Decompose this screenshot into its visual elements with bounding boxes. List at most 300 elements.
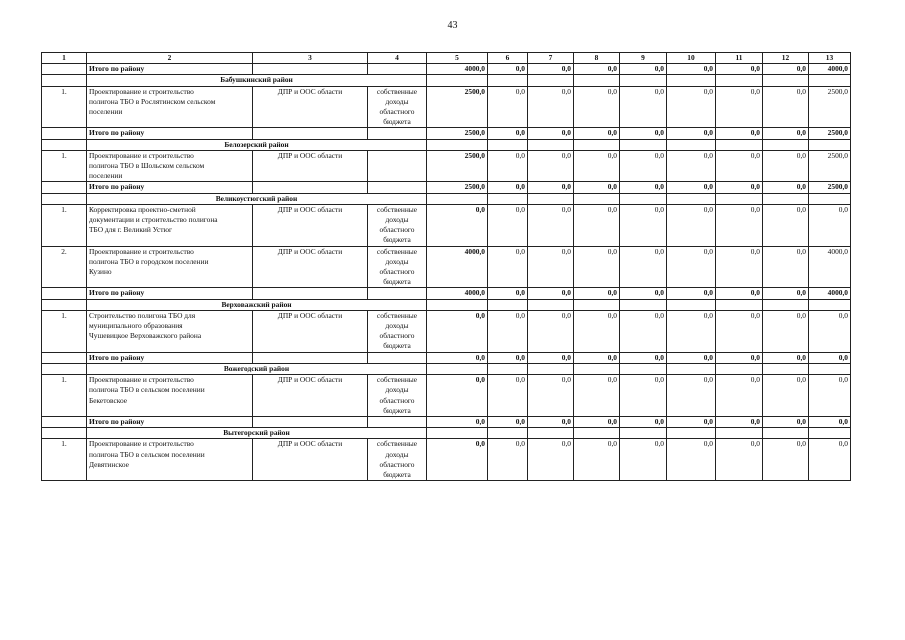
funding-source-line: доходы xyxy=(385,215,409,225)
district-name: Белозерский район xyxy=(87,139,427,150)
funding-source-line: бюджета xyxy=(383,117,411,127)
value-cell xyxy=(427,363,488,374)
total-value: 0,0 xyxy=(716,128,763,139)
value-cell: 0,0 xyxy=(528,375,574,417)
funding-source-line: бюджета xyxy=(383,277,411,287)
funding-source-line: доходы xyxy=(385,96,409,106)
total-value: 0,0 xyxy=(620,182,667,193)
value-cell: 0,0 xyxy=(716,246,763,288)
executor: ДПР и ООС области xyxy=(253,246,368,288)
value-cell: 0,0 xyxy=(574,246,620,288)
executor-cell xyxy=(253,128,368,139)
value-cell: 0,0 xyxy=(716,204,763,246)
value-cell: 0,0 xyxy=(763,86,809,128)
total-value: 0,0 xyxy=(488,64,528,75)
executor: ДПР и ООС области xyxy=(253,86,368,128)
value-cell: 0,0 xyxy=(620,86,667,128)
value-cell xyxy=(620,428,667,439)
item-description xyxy=(87,439,253,481)
value-cell xyxy=(620,363,667,374)
item-description xyxy=(87,86,253,128)
row-number-cell xyxy=(42,288,87,299)
district-name: Вожегодский район xyxy=(87,363,427,374)
value-cell xyxy=(716,428,763,439)
executor-cell xyxy=(253,64,368,75)
value-cell: 0,0 xyxy=(488,204,528,246)
value-cell xyxy=(574,75,620,86)
value-cell: 0,0 xyxy=(763,310,809,352)
total-value: 0,0 xyxy=(763,128,809,139)
value-cell: 0,0 xyxy=(620,439,667,481)
value-cell xyxy=(574,428,620,439)
value-cell xyxy=(809,75,851,86)
total-value: 0,0 xyxy=(488,182,528,193)
total-value: 0,0 xyxy=(488,352,528,363)
total-row xyxy=(42,182,851,193)
source-cell xyxy=(368,64,427,75)
total-value: 0,0 xyxy=(667,182,716,193)
value-cell: 0,0 xyxy=(488,246,528,288)
district-row xyxy=(42,428,851,439)
value-cell: 0,0 xyxy=(574,86,620,128)
value-cell xyxy=(488,363,528,374)
value-cell xyxy=(620,139,667,150)
value-cell xyxy=(427,193,488,204)
value-cell: 0,0 xyxy=(667,204,716,246)
item-description xyxy=(87,204,253,246)
value-cell xyxy=(667,299,716,310)
funding-source xyxy=(368,86,427,128)
value-cell: 0,0 xyxy=(528,86,574,128)
total-row xyxy=(42,288,851,299)
total-value: 0,0 xyxy=(716,64,763,75)
total-row xyxy=(42,416,851,427)
value-cell: 4000,0 xyxy=(809,246,851,288)
column-header: 1 xyxy=(42,53,87,64)
district-name: Бабушкинский район xyxy=(87,75,427,86)
funding-source-line: собственные xyxy=(376,246,418,256)
value-cell: 0,0 xyxy=(667,86,716,128)
value-cell: 2500,0 xyxy=(427,86,488,128)
description-line: Девятинское xyxy=(89,459,129,469)
description-line: ТБО для г. Великий Устюг xyxy=(89,225,173,235)
description-line: Корректировка проектно-сметной xyxy=(89,204,196,214)
value-cell: 0,0 xyxy=(763,204,809,246)
value-cell: 0,0 xyxy=(763,439,809,481)
funding-source-line: бюджета xyxy=(383,341,411,351)
total-value: 4000,0 xyxy=(809,64,851,75)
table-body xyxy=(42,53,851,481)
column-header: 5 xyxy=(427,53,488,64)
value-cell xyxy=(716,299,763,310)
description-line: Строительство полигона ТБО для xyxy=(89,310,196,320)
value-cell: 0,0 xyxy=(528,204,574,246)
total-value: 0,0 xyxy=(763,288,809,299)
description-line: документации и строительство полигона xyxy=(89,215,218,225)
value-cell xyxy=(809,193,851,204)
value-cell xyxy=(620,193,667,204)
value-cell: 0,0 xyxy=(427,310,488,352)
value-cell xyxy=(427,428,488,439)
value-cell xyxy=(763,363,809,374)
funding-source-line: областного xyxy=(379,331,415,341)
column-header: 8 xyxy=(574,53,620,64)
total-value: 0,0 xyxy=(667,416,716,427)
table-row xyxy=(42,86,851,128)
value-cell: 0,0 xyxy=(488,86,528,128)
item-description xyxy=(87,310,253,352)
value-cell xyxy=(620,75,667,86)
total-value: 0,0 xyxy=(620,288,667,299)
value-cell xyxy=(574,299,620,310)
value-cell xyxy=(488,299,528,310)
funding-source-line: областного xyxy=(379,395,415,405)
value-cell: 0,0 xyxy=(528,439,574,481)
funding-source-line: доходы xyxy=(385,385,409,395)
value-cell: 0,0 xyxy=(809,204,851,246)
row-number-cell xyxy=(42,64,87,75)
value-cell xyxy=(716,75,763,86)
total-value: 2500,0 xyxy=(809,128,851,139)
description-line: полигона ТБО в сельском поселении xyxy=(89,385,205,395)
row-number-cell xyxy=(42,352,87,363)
total-label: Итого по району xyxy=(87,416,253,427)
value-cell: 0,0 xyxy=(809,439,851,481)
value-cell: 0,0 xyxy=(716,375,763,417)
total-value: 4000,0 xyxy=(427,64,488,75)
executor-cell xyxy=(253,182,368,193)
value-cell: 0,0 xyxy=(574,150,620,182)
funding-source-line: собственные xyxy=(376,310,418,320)
total-value: 2500,0 xyxy=(809,182,851,193)
value-cell: 2500,0 xyxy=(809,86,851,128)
column-header: 4 xyxy=(368,53,427,64)
value-cell xyxy=(528,428,574,439)
value-cell xyxy=(488,193,528,204)
funding-source-line: областного xyxy=(379,225,415,235)
total-row xyxy=(42,352,851,363)
value-cell xyxy=(528,299,574,310)
description-line: полигона ТБО в Шольском сельском xyxy=(89,161,205,171)
funding-source xyxy=(368,310,427,352)
value-cell: 0,0 xyxy=(528,150,574,182)
total-value: 0,0 xyxy=(574,416,620,427)
funding-source-line: доходы xyxy=(385,256,409,266)
value-cell: 0,0 xyxy=(620,246,667,288)
row-number-cell xyxy=(42,182,87,193)
funding-source-line: собственные xyxy=(376,204,418,214)
value-cell xyxy=(574,193,620,204)
description-line: поселении xyxy=(89,107,123,117)
total-value: 0,0 xyxy=(528,352,574,363)
value-cell xyxy=(574,363,620,374)
total-value: 0,0 xyxy=(667,288,716,299)
column-header: 3 xyxy=(253,53,368,64)
description-line: полигона ТБО в городском поселении xyxy=(89,256,209,266)
district-row xyxy=(42,139,851,150)
item-description xyxy=(87,246,253,288)
total-value: 0,0 xyxy=(763,352,809,363)
executor-cell xyxy=(253,416,368,427)
value-cell xyxy=(488,75,528,86)
total-value: 0,0 xyxy=(574,128,620,139)
row-number: 1. xyxy=(42,86,87,128)
table-row xyxy=(42,204,851,246)
description-line: муниципального образования xyxy=(89,321,183,331)
value-cell: 0,0 xyxy=(763,246,809,288)
row-number: 1. xyxy=(42,310,87,352)
district-row xyxy=(42,193,851,204)
total-value: 0,0 xyxy=(667,64,716,75)
total-value: 0,0 xyxy=(528,182,574,193)
column-header: 9 xyxy=(620,53,667,64)
total-label: Итого по району xyxy=(87,64,253,75)
value-cell: 0,0 xyxy=(427,204,488,246)
total-row xyxy=(42,64,851,75)
description-line: Чушевицкое Верховажского района xyxy=(89,331,202,341)
row-number-cell xyxy=(42,299,87,310)
value-cell xyxy=(528,363,574,374)
total-value: 0,0 xyxy=(620,64,667,75)
value-cell: 0,0 xyxy=(716,310,763,352)
description-line: Проектирование и строительство xyxy=(89,86,194,96)
row-number: 2. xyxy=(42,246,87,288)
funding-source-line: областного xyxy=(379,459,415,469)
value-cell: 0,0 xyxy=(667,310,716,352)
row-number-cell xyxy=(42,193,87,204)
total-value: 0,0 xyxy=(528,128,574,139)
total-label: Итого по району xyxy=(87,352,253,363)
total-value: 0,0 xyxy=(809,352,851,363)
funding-source-line: собственные xyxy=(376,439,418,449)
value-cell: 0,0 xyxy=(716,439,763,481)
value-cell: 0,0 xyxy=(667,439,716,481)
value-cell: 2500,0 xyxy=(427,150,488,182)
district-row xyxy=(42,75,851,86)
value-cell xyxy=(716,139,763,150)
total-value: 0,0 xyxy=(574,64,620,75)
value-cell: 0,0 xyxy=(528,310,574,352)
total-value: 0,0 xyxy=(574,288,620,299)
value-cell xyxy=(528,193,574,204)
executor-cell xyxy=(253,288,368,299)
value-cell xyxy=(528,75,574,86)
value-cell xyxy=(809,363,851,374)
value-cell: 2500,0 xyxy=(809,150,851,182)
value-cell: 0,0 xyxy=(620,150,667,182)
column-header: 10 xyxy=(667,53,716,64)
value-cell: 0,0 xyxy=(620,310,667,352)
total-value: 2500,0 xyxy=(427,182,488,193)
total-label: Итого по району xyxy=(87,182,253,193)
table-row xyxy=(42,375,851,417)
value-cell: 0,0 xyxy=(716,86,763,128)
total-value: 0,0 xyxy=(716,288,763,299)
value-cell xyxy=(488,428,528,439)
value-cell xyxy=(667,139,716,150)
row-number: 1. xyxy=(42,439,87,481)
funding-source-line: доходы xyxy=(385,449,409,459)
value-cell xyxy=(763,75,809,86)
value-cell xyxy=(763,139,809,150)
funding-source xyxy=(368,439,427,481)
total-value: 4000,0 xyxy=(809,288,851,299)
total-value: 0,0 xyxy=(763,416,809,427)
row-number-cell xyxy=(42,75,87,86)
value-cell xyxy=(809,139,851,150)
funding-source xyxy=(368,204,427,246)
table-row xyxy=(42,310,851,352)
total-value: 0,0 xyxy=(809,416,851,427)
source-cell xyxy=(368,182,427,193)
value-cell xyxy=(667,428,716,439)
total-value: 0,0 xyxy=(667,128,716,139)
row-number-cell xyxy=(42,363,87,374)
row-number: 1. xyxy=(42,150,87,182)
total-row xyxy=(42,128,851,139)
total-value: 0,0 xyxy=(620,416,667,427)
value-cell: 0,0 xyxy=(763,150,809,182)
value-cell: 0,0 xyxy=(620,375,667,417)
value-cell xyxy=(763,428,809,439)
value-cell xyxy=(427,299,488,310)
description-line: Проектирование и строительство xyxy=(89,375,194,385)
value-cell: 0,0 xyxy=(620,204,667,246)
value-cell xyxy=(716,193,763,204)
value-cell: 0,0 xyxy=(716,150,763,182)
total-value: 0,0 xyxy=(528,288,574,299)
total-value: 0,0 xyxy=(427,416,488,427)
total-label: Итого по району xyxy=(87,128,253,139)
table-row xyxy=(42,246,851,288)
source-cell xyxy=(368,416,427,427)
total-value: 0,0 xyxy=(763,182,809,193)
value-cell: 0,0 xyxy=(528,246,574,288)
column-header: 12 xyxy=(763,53,809,64)
district-row xyxy=(42,363,851,374)
source-cell xyxy=(368,128,427,139)
table-row xyxy=(42,150,851,182)
district-row xyxy=(42,299,851,310)
total-value: 0,0 xyxy=(716,352,763,363)
executor: ДПР и ООС области xyxy=(253,375,368,417)
total-value: 0,0 xyxy=(574,182,620,193)
total-value: 0,0 xyxy=(620,352,667,363)
budget-table xyxy=(41,52,851,481)
funding-source xyxy=(368,150,427,182)
description-line: Кузино xyxy=(89,267,112,277)
description-line: Проектирование и строительство xyxy=(89,150,194,160)
source-cell xyxy=(368,352,427,363)
column-header: 2 xyxy=(87,53,253,64)
value-cell xyxy=(763,299,809,310)
total-value: 0,0 xyxy=(620,128,667,139)
column-header: 7 xyxy=(528,53,574,64)
row-number: 1. xyxy=(42,204,87,246)
description-line: Бекетовское xyxy=(89,395,128,405)
total-value: 0,0 xyxy=(763,64,809,75)
value-cell: 4000,0 xyxy=(427,246,488,288)
executor-cell xyxy=(253,352,368,363)
row-number-cell xyxy=(42,416,87,427)
district-name: Великоустюгский район xyxy=(87,193,427,204)
district-name: Верховажский район xyxy=(87,299,427,310)
value-cell xyxy=(809,299,851,310)
total-value: 0,0 xyxy=(427,352,488,363)
source-cell xyxy=(368,288,427,299)
value-cell: 0,0 xyxy=(488,310,528,352)
funding-source-line: областного xyxy=(379,267,415,277)
value-cell: 0,0 xyxy=(667,246,716,288)
row-number-cell xyxy=(42,428,87,439)
page-number: 43 xyxy=(447,20,458,31)
total-value: 0,0 xyxy=(667,352,716,363)
value-cell xyxy=(667,75,716,86)
funding-source xyxy=(368,246,427,288)
value-cell xyxy=(427,75,488,86)
description-line: полигона ТБО в Рослятинском сельском xyxy=(89,96,216,106)
description-line: Проектирование и строительство xyxy=(89,439,194,449)
total-value: 0,0 xyxy=(488,416,528,427)
column-header: 13 xyxy=(809,53,851,64)
value-cell xyxy=(763,193,809,204)
executor: ДПР и ООС области xyxy=(253,439,368,481)
value-cell: 0,0 xyxy=(427,375,488,417)
total-label: Итого по району xyxy=(87,288,253,299)
funding-source-line: доходы xyxy=(385,321,409,331)
value-cell: 0,0 xyxy=(574,204,620,246)
executor: ДПР и ООС области xyxy=(253,310,368,352)
funding-source-line: собственные xyxy=(376,86,418,96)
total-value: 0,0 xyxy=(716,416,763,427)
funding-source-line: бюджета xyxy=(383,405,411,415)
total-value: 0,0 xyxy=(528,64,574,75)
value-cell xyxy=(528,139,574,150)
value-cell: 0,0 xyxy=(667,375,716,417)
value-cell xyxy=(667,363,716,374)
row-number-cell xyxy=(42,139,87,150)
value-cell xyxy=(809,428,851,439)
value-cell xyxy=(574,139,620,150)
column-header: 11 xyxy=(716,53,763,64)
column-header-row xyxy=(42,53,851,64)
row-number: 1. xyxy=(42,375,87,417)
funding-source-line: бюджета xyxy=(383,469,411,479)
value-cell: 0,0 xyxy=(427,439,488,481)
total-value: 0,0 xyxy=(574,352,620,363)
total-value: 2500,0 xyxy=(427,128,488,139)
total-value: 0,0 xyxy=(488,288,528,299)
funding-source-line: областного xyxy=(379,107,415,117)
value-cell xyxy=(488,139,528,150)
value-cell xyxy=(716,363,763,374)
value-cell: 0,0 xyxy=(809,310,851,352)
description-line: полигона ТБО в сельском поселении xyxy=(89,449,205,459)
total-value: 0,0 xyxy=(488,128,528,139)
executor: ДПР и ООС области xyxy=(253,150,368,182)
value-cell: 0,0 xyxy=(763,375,809,417)
total-value: 4000,0 xyxy=(427,288,488,299)
total-value: 0,0 xyxy=(528,416,574,427)
value-cell: 0,0 xyxy=(488,439,528,481)
table-row xyxy=(42,439,851,481)
value-cell: 0,0 xyxy=(574,375,620,417)
district-name: Вытегорский район xyxy=(87,428,427,439)
value-cell xyxy=(427,139,488,150)
column-header: 6 xyxy=(488,53,528,64)
description-line: Проектирование и строительство xyxy=(89,246,194,256)
row-number-cell xyxy=(42,128,87,139)
